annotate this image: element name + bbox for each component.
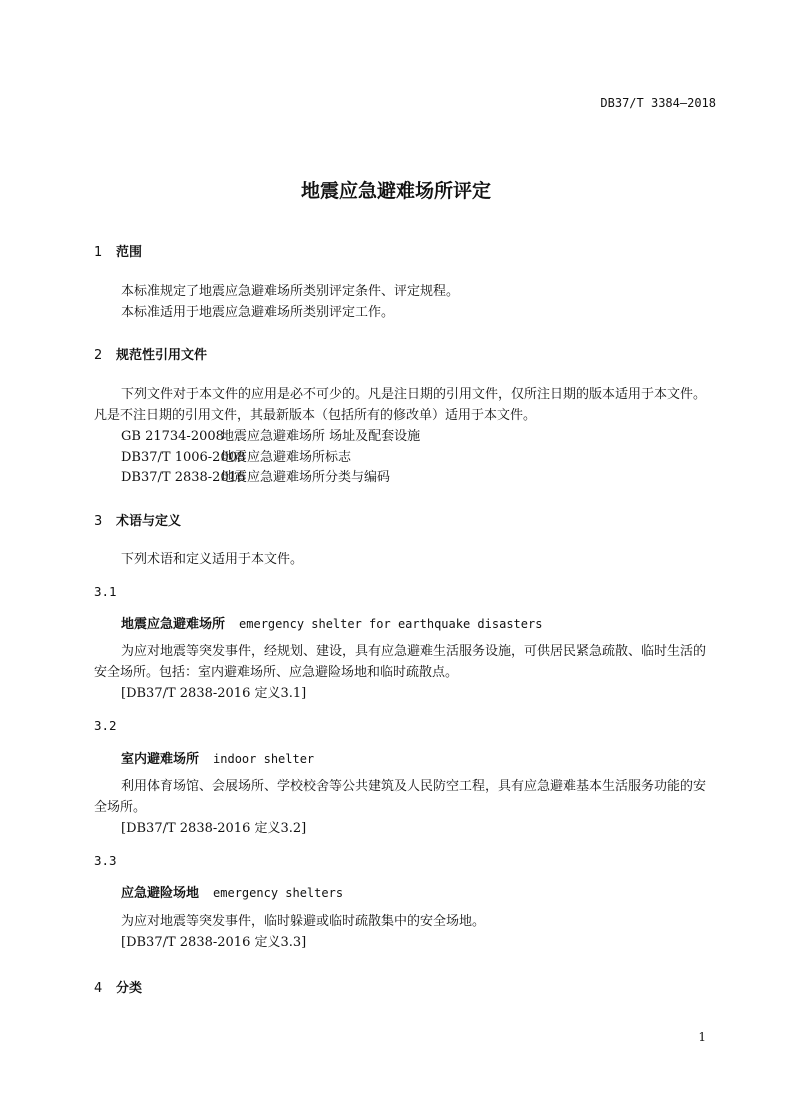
section-title: 规范性引用文件 [116,348,208,363]
term-definition: 为应对地震等突发事件，经规划、建设，具有应急避难生活服务设施，可供居民紧急疏散、临时生活的安全场所。包括：室内避难场所、应急避险场地和临时疏散点。 [94,644,707,680]
term-definition: 为应对地震等突发事件，临时躲避或临时疏散集中的安全场地。 [121,914,486,929]
reference-item [121,467,390,488]
term-source: [DB37/T 2838-2016 定义3.2] [121,821,307,836]
section-2-heading [94,344,207,363]
term-definition: 利用体育场馆、会展场所、学校校舍等公共建筑及人民防空工程，具有应急避难基本生活服务功能的安全场所。 [94,779,707,815]
section-1-heading [94,241,142,260]
term-number: 3.2 [94,718,117,733]
term-zh: 地震应急避难场所 [121,617,226,632]
reference-code: DB37/T 2838-2016 [121,470,246,485]
term-source: [DB37/T 2838-2016 定义3.3] [121,935,307,950]
section-4-heading [94,977,142,996]
reference-code: DB37/T 1006-2008 [121,450,246,465]
section-number: 3 [94,514,103,529]
reference-code: GB 21734-2008 [121,429,224,444]
term-number: 3.1 [94,584,117,599]
section-3-heading [94,510,181,529]
section-title: 分类 [116,981,143,996]
paragraph: 本标准适用于地震应急避难场所类别评定工作。 [121,305,395,320]
section-number: 1 [94,245,103,260]
page-title: 地震应急避难场所评定 [300,180,491,202]
term-source: [DB37/T 2838-2016 定义3.1] [121,686,307,701]
reference-title: 地震应急避难场所 场址及配套设施 [221,429,421,444]
term-zh: 应急避险场地 [121,886,200,901]
paragraph: 本标准规定了地震应急避难场所类别评定条件、评定规程。 [121,284,460,299]
term-en: emergency shelter for earthquake disasters [239,617,543,631]
term-en: emergency shelters [213,886,344,900]
section-number: 4 [94,981,103,996]
term-heading [121,882,343,901]
paragraph: 下列文件对于本文件的应用是必不可少的。凡是注日期的引用文件，仅所注日期的版本适用于本文件。凡是不注日期的引用文件，其最新版本（包括所有的修改单）适用于本文件。 [94,387,707,423]
term-en: indoor shelter [213,752,315,766]
reference-title: 地震应急避难场所标志 [221,450,352,465]
reference-item [121,447,351,468]
section-number: 2 [94,348,103,363]
term-zh: 室内避难场所 [121,752,200,767]
term-heading [121,613,542,632]
section-title: 范围 [116,245,143,260]
paragraph: 下列术语和定义适用于本文件。 [121,552,304,567]
section-title: 术语与定义 [116,514,182,529]
reference-item [121,426,420,447]
page-number: 1 [698,1030,706,1044]
term-heading [121,748,314,767]
term-number: 3.3 [94,853,117,868]
reference-title: 地震应急避难场所分类与编码 [221,470,391,485]
document-code: DB37/T 3384—2018 [600,96,716,110]
